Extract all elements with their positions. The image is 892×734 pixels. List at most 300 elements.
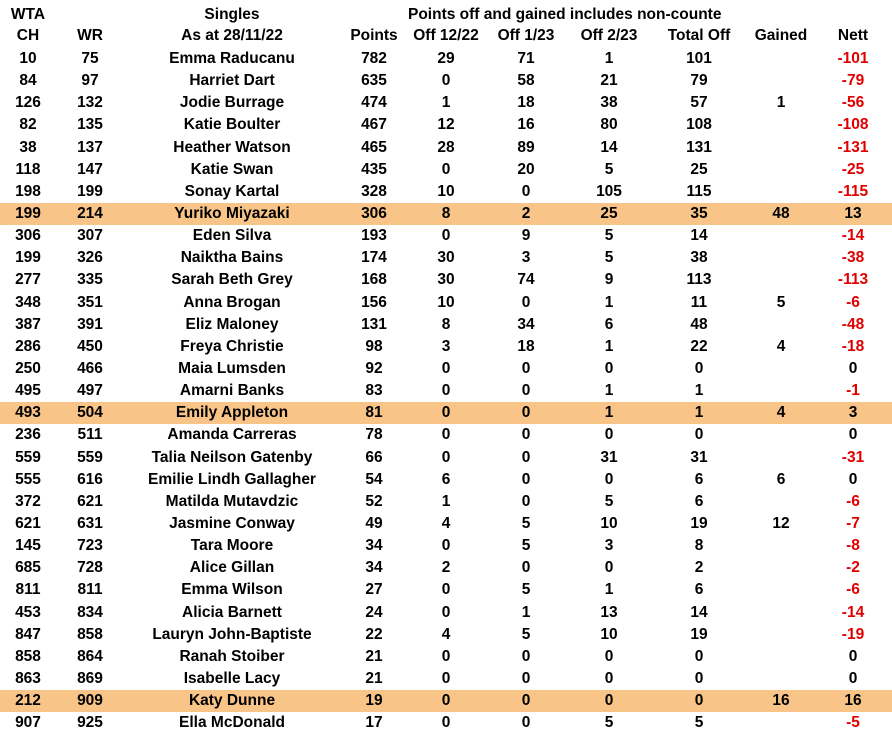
- gained-cell: [748, 712, 814, 734]
- ch-cell: 348: [15, 293, 41, 311]
- table-row: [0, 336, 892, 358]
- off-1-23-cell: 0: [521, 448, 531, 466]
- total-off-cell: 5: [694, 714, 704, 732]
- total-off-cell: 0: [694, 426, 704, 444]
- table-row: [0, 114, 892, 136]
- off-2-23-cell: 0: [604, 359, 614, 377]
- off-12-22-cell: 0: [441, 603, 451, 621]
- table-row: [0, 579, 892, 601]
- nett-cell: -115: [837, 182, 869, 200]
- player-name: Katie Boulter: [183, 116, 281, 134]
- wr-cell: 621: [77, 492, 103, 510]
- off-12-22-cell: 3: [441, 337, 451, 355]
- nett-cell: -6: [846, 581, 860, 599]
- ch-cell: 555: [15, 470, 41, 488]
- wr-cell: 559: [77, 448, 103, 466]
- off-1-23-cell: 5: [521, 514, 531, 532]
- off-1-23-cell: 0: [521, 559, 531, 577]
- off-12-22-cell: 28: [437, 138, 455, 156]
- off-12-22-cell: 0: [441, 160, 451, 178]
- wr-cell: 723: [77, 537, 103, 555]
- player-name: Talia Neilson Gatenby: [151, 448, 313, 466]
- off-2-23-header: Off 2/23: [580, 27, 638, 44]
- player-name: Tara Moore: [190, 537, 274, 555]
- off-12-22-cell: 0: [441, 72, 451, 90]
- points-cell: 52: [365, 492, 383, 510]
- points-cell: 474: [361, 94, 387, 112]
- ch-cell: 38: [19, 138, 37, 156]
- off-1-23-cell: 3: [521, 249, 531, 267]
- ch-header: CH: [16, 27, 40, 44]
- wr-cell: 307: [77, 227, 103, 245]
- off-1-23-cell: 0: [521, 692, 531, 710]
- ch-cell: 453: [15, 603, 41, 621]
- gained-cell: [748, 557, 814, 579]
- off-2-23-cell: 0: [604, 559, 614, 577]
- off-2-23-cell: 9: [604, 271, 614, 289]
- off-12-22-cell: 0: [441, 581, 451, 599]
- gained-cell: [748, 70, 814, 92]
- off-2-23-cell: 25: [600, 204, 618, 222]
- nett-cell: -14: [841, 603, 865, 621]
- off-12-22-cell: 29: [437, 50, 455, 67]
- ch-cell: 621: [15, 514, 41, 532]
- gained-cell: [748, 535, 814, 557]
- ch-cell: 250: [15, 359, 41, 377]
- table-row: [0, 225, 892, 247]
- wr-cell: 497: [77, 382, 103, 400]
- off-12-22-cell: 0: [441, 404, 451, 422]
- off-12-22-cell: 30: [437, 271, 455, 289]
- off-2-23-cell: 0: [604, 647, 614, 665]
- ch-cell: 199: [15, 204, 41, 222]
- off-1-23-cell: 5: [521, 581, 531, 599]
- table-row: [0, 535, 892, 557]
- off-2-23-cell: 5: [604, 492, 614, 510]
- points-cell: 131: [361, 315, 387, 333]
- off-12-22-cell: 0: [441, 714, 451, 732]
- off-12-22-cell: 0: [441, 692, 451, 710]
- table-row: [0, 269, 892, 291]
- ch-cell: 145: [15, 537, 41, 555]
- table-row: [0, 557, 892, 579]
- points-cell: 81: [365, 404, 383, 422]
- table-row: [0, 181, 892, 203]
- off-1-23-cell: 89: [517, 138, 535, 156]
- off-2-23-cell: 1: [604, 293, 614, 311]
- off-1-23-cell: 5: [521, 625, 531, 643]
- wr-cell: 351: [77, 293, 103, 311]
- player-name: Sonay Kartal: [184, 182, 280, 200]
- points-cell: 168: [361, 271, 387, 289]
- total-off-cell: 0: [694, 647, 704, 665]
- player-name: Emilie Lindh Gallagher: [148, 470, 316, 488]
- wr-cell: 450: [77, 337, 103, 355]
- table-row: [0, 380, 892, 402]
- off-1-23-cell: 16: [517, 116, 535, 134]
- off-1-23-cell: 74: [517, 271, 535, 289]
- gained-cell: [748, 646, 814, 668]
- off-2-23-cell: 6: [604, 315, 614, 333]
- off-2-23-cell: 10: [600, 625, 618, 643]
- rankings-table: [0, 48, 892, 734]
- points-cell: 92: [365, 359, 383, 377]
- gained-cell: [748, 624, 814, 646]
- wr-cell: 137: [77, 138, 103, 156]
- off-2-23-cell: 1: [604, 404, 614, 422]
- nett-cell: -48: [841, 315, 865, 333]
- off-2-23-cell: 1: [604, 50, 614, 67]
- points-cell: 635: [361, 72, 387, 90]
- off-1-23-cell: 20: [517, 160, 535, 178]
- points-cell: 98: [365, 337, 383, 355]
- off-12-22-cell: 0: [441, 227, 451, 245]
- gained-cell: [748, 48, 814, 70]
- nett-cell: 0: [848, 669, 858, 687]
- points-cell: 435: [361, 160, 387, 178]
- ch-cell: 858: [15, 647, 41, 665]
- table-row: [0, 447, 892, 469]
- ch-cell: 847: [15, 625, 41, 643]
- total-off-cell: 0: [694, 669, 704, 687]
- gained-cell: [748, 579, 814, 601]
- player-name: Emma Raducanu: [169, 50, 295, 67]
- points-cell: 21: [365, 647, 383, 665]
- player-name: Anna Brogan: [183, 293, 281, 311]
- off-1-23-cell: 0: [521, 404, 531, 422]
- gained-cell: [748, 159, 814, 181]
- table-row: [0, 602, 892, 624]
- table-row: [0, 358, 892, 380]
- off-12-22-cell: 1: [441, 492, 451, 510]
- off-12-22-cell: 10: [437, 182, 455, 200]
- off-2-23-cell: 1: [604, 337, 614, 355]
- wr-cell: 511: [77, 426, 103, 444]
- wr-cell: 869: [77, 669, 103, 687]
- off-2-23-cell: 21: [600, 72, 618, 90]
- singles-header: Singles: [204, 6, 260, 23]
- wr-cell: 75: [81, 50, 99, 67]
- gained-cell: 1: [776, 94, 786, 112]
- off-1-23-cell: 0: [521, 359, 531, 377]
- points-cell: 782: [361, 50, 387, 67]
- ch-cell: 277: [15, 271, 41, 289]
- off-12-22-cell: 6: [441, 470, 451, 488]
- player-name: Yuriko Miyazaki: [174, 204, 290, 222]
- nett-cell: -6: [846, 293, 860, 311]
- table-row: [0, 646, 892, 668]
- ch-cell: 387: [15, 315, 41, 333]
- wr-cell: 391: [77, 315, 103, 333]
- off-1-23-cell: 0: [521, 714, 531, 732]
- nett-cell: 0: [848, 426, 858, 444]
- total-off-cell: 11: [690, 293, 708, 311]
- wr-cell: 97: [81, 72, 99, 90]
- off-1-23-cell: 0: [521, 669, 531, 687]
- wr-cell: 834: [77, 603, 103, 621]
- off-2-23-cell: 38: [600, 94, 618, 112]
- gained-cell: [748, 114, 814, 136]
- gained-cell: [748, 424, 814, 446]
- wr-cell: 811: [77, 581, 103, 599]
- off-1-23-cell: 0: [521, 647, 531, 665]
- nett-cell: -101: [837, 50, 869, 67]
- total-off-cell: 1: [694, 404, 704, 422]
- ch-cell: 84: [19, 72, 37, 90]
- off-12-22-cell: 8: [441, 204, 451, 222]
- nett-cell: 0: [848, 647, 858, 665]
- gained-cell: 6: [776, 470, 786, 488]
- nett-cell: -25: [841, 160, 865, 178]
- player-name: Amarni Banks: [179, 382, 285, 400]
- nett-cell: -5: [846, 714, 860, 732]
- off-2-23-cell: 13: [600, 603, 618, 621]
- gained-header: Gained: [754, 27, 808, 44]
- ch-cell: 863: [15, 669, 41, 687]
- off-12-22-cell: 0: [441, 359, 451, 377]
- nett-cell: 3: [848, 404, 858, 422]
- points-cell: 156: [361, 293, 387, 311]
- gained-cell: [748, 269, 814, 291]
- table-row: [0, 92, 892, 114]
- off-12-22-cell: 30: [437, 249, 455, 267]
- off-1-23-cell: 2: [521, 204, 531, 222]
- off-2-23-cell: 5: [604, 227, 614, 245]
- wr-cell: 147: [77, 160, 103, 178]
- player-name: Matilda Mutavdzic: [165, 492, 299, 510]
- off-2-23-cell: 5: [604, 714, 614, 732]
- as-at-header: As at 28/11/22: [181, 27, 283, 44]
- off-12-22-cell: 8: [441, 315, 451, 333]
- off-2-23-cell: 1: [604, 382, 614, 400]
- gained-cell: [748, 314, 814, 336]
- nett-cell: 0: [848, 359, 858, 377]
- off-2-23-cell: 0: [604, 470, 614, 488]
- player-name: Ella McDonald: [179, 714, 285, 732]
- off-2-23-cell: 0: [604, 692, 614, 710]
- player-name: Sarah Beth Grey: [171, 271, 293, 289]
- off-12-22-cell: 0: [441, 448, 451, 466]
- player-name: Jasmine Conway: [169, 514, 295, 532]
- wr-cell: 199: [77, 182, 103, 200]
- points-cell: 19: [365, 692, 383, 710]
- ch-cell: 286: [15, 337, 41, 355]
- ch-cell: 811: [15, 581, 41, 599]
- wr-cell: 616: [77, 470, 103, 488]
- total-off-cell: 38: [690, 249, 708, 267]
- player-name: Emily Appleton: [175, 404, 289, 422]
- player-name: Alice Gillan: [189, 559, 275, 577]
- points-cell: 66: [365, 448, 383, 466]
- nett-cell: -113: [837, 271, 869, 289]
- off-12-22-cell: 2: [441, 559, 451, 577]
- off-1-23-cell: 9: [521, 227, 531, 245]
- gained-cell: [748, 358, 814, 380]
- off-1-23-cell: 1: [521, 603, 531, 621]
- off-1-23-cell: 5: [521, 537, 531, 555]
- wr-cell: 466: [77, 359, 103, 377]
- wta-header: WTA: [10, 6, 46, 23]
- ch-cell: 10: [19, 50, 37, 67]
- nett-cell: -108: [837, 116, 869, 134]
- table-row: [0, 624, 892, 646]
- table-row: [0, 203, 892, 225]
- player-name: Maia Lumsden: [178, 359, 286, 377]
- total-off-cell: 14: [690, 227, 708, 245]
- off-12-22-cell: 10: [437, 293, 455, 311]
- off-2-23-cell: 14: [600, 138, 618, 156]
- gained-cell: [748, 247, 814, 269]
- points-cell: 467: [361, 116, 387, 134]
- points-cell: 24: [365, 603, 383, 621]
- total-off-cell: 57: [690, 94, 708, 112]
- ch-cell: 495: [15, 382, 41, 400]
- off-1-23-cell: 0: [521, 182, 531, 200]
- points-cell: 328: [361, 182, 387, 200]
- nett-cell: -8: [846, 537, 860, 555]
- points-cell: 78: [365, 426, 383, 444]
- nett-cell: -7: [846, 514, 860, 532]
- total-off-cell: 1: [694, 382, 704, 400]
- off-1-23-cell: 71: [517, 50, 535, 67]
- off-12-22-cell: 12: [437, 116, 455, 134]
- wr-cell: 864: [77, 647, 103, 665]
- nett-cell: -79: [841, 72, 865, 90]
- player-name: Heather Watson: [173, 138, 291, 156]
- gained-cell: [748, 225, 814, 247]
- player-name: Isabelle Lacy: [183, 669, 281, 687]
- table-row: [0, 70, 892, 92]
- total-off-cell: 35: [690, 204, 708, 222]
- off-12-22-cell: 0: [441, 669, 451, 687]
- nett-cell: -131: [837, 138, 869, 156]
- wr-cell: 925: [77, 714, 103, 732]
- table-row: [0, 469, 892, 491]
- table-row: [0, 402, 892, 424]
- points-cell: 465: [361, 138, 387, 156]
- header-row-2: [0, 25, 892, 47]
- nett-cell: 0: [848, 470, 858, 488]
- off-2-23-cell: 0: [604, 669, 614, 687]
- wr-cell: 909: [77, 692, 103, 710]
- total-off-cell: 2: [694, 559, 704, 577]
- ch-cell: 199: [15, 249, 41, 267]
- total-off-header: Total Off: [667, 27, 731, 44]
- table-row: [0, 712, 892, 734]
- points-header: Points: [350, 27, 398, 44]
- off-2-23-cell: 10: [600, 514, 618, 532]
- off-1-23-cell: 18: [517, 94, 535, 112]
- off-1-23-cell: 0: [521, 293, 531, 311]
- table-row: [0, 48, 892, 70]
- nett-cell: -18: [841, 337, 865, 355]
- total-off-cell: 6: [694, 581, 704, 599]
- gained-cell: 16: [772, 692, 790, 710]
- total-off-cell: 131: [686, 138, 712, 156]
- table-row: [0, 137, 892, 159]
- off-12-22-cell: 4: [441, 514, 451, 532]
- table-row: [0, 690, 892, 712]
- wr-cell: 631: [77, 514, 103, 532]
- player-name: Freya Christie: [180, 337, 284, 355]
- total-off-cell: 115: [686, 182, 712, 200]
- wr-cell: 728: [77, 559, 103, 577]
- total-off-cell: 14: [690, 603, 708, 621]
- gained-cell: [748, 380, 814, 402]
- off-1-23-cell: 0: [521, 492, 531, 510]
- player-name: Eliz Maloney: [185, 315, 279, 333]
- total-off-cell: 113: [686, 271, 712, 289]
- total-off-cell: 8: [694, 537, 704, 555]
- table-row: [0, 292, 892, 314]
- player-name: Katie Swan: [190, 160, 274, 178]
- wr-cell: 132: [77, 94, 103, 112]
- total-off-cell: 108: [686, 116, 712, 134]
- gained-cell: [748, 181, 814, 203]
- off-2-23-cell: 5: [604, 249, 614, 267]
- ch-cell: 372: [15, 492, 41, 510]
- points-cell: 306: [361, 204, 387, 222]
- off-2-23-cell: 105: [596, 182, 622, 200]
- off-1-23-cell: 0: [521, 470, 531, 488]
- nett-cell: 16: [844, 692, 862, 710]
- points-cell: 21: [365, 669, 383, 687]
- nett-cell: -31: [841, 448, 865, 466]
- off-12-22-cell: 4: [441, 625, 451, 643]
- player-name: Katy Dunne: [188, 692, 276, 710]
- table-row: [0, 491, 892, 513]
- total-off-cell: 19: [690, 514, 708, 532]
- off-2-23-cell: 80: [600, 116, 618, 134]
- player-name: Emma Wilson: [181, 581, 283, 599]
- note-header: Points off and gained includes non-counte: [408, 6, 722, 23]
- ch-cell: 236: [15, 426, 41, 444]
- points-cell: 22: [365, 625, 383, 643]
- nett-cell: -38: [841, 249, 865, 267]
- nett-cell: 13: [844, 204, 862, 222]
- ch-cell: 493: [15, 404, 41, 422]
- points-cell: 174: [361, 249, 387, 267]
- off-12-22-cell: 1: [441, 94, 451, 112]
- total-off-cell: 19: [690, 625, 708, 643]
- gained-cell: [748, 137, 814, 159]
- wr-cell: 326: [77, 249, 103, 267]
- total-off-cell: 6: [694, 492, 704, 510]
- gained-cell: 4: [776, 337, 786, 355]
- off-12-22-cell: 0: [441, 537, 451, 555]
- ch-cell: 198: [15, 182, 41, 200]
- gained-cell: 48: [772, 204, 790, 222]
- table-row: [0, 424, 892, 446]
- nett-cell: -6: [846, 492, 860, 510]
- table-row: [0, 159, 892, 181]
- off-1-23-cell: 58: [517, 72, 535, 90]
- table-row: [0, 668, 892, 690]
- ch-cell: 82: [19, 116, 37, 134]
- table-row: [0, 247, 892, 269]
- off-12-22-cell: 0: [441, 647, 451, 665]
- points-cell: 17: [365, 714, 383, 732]
- total-off-cell: 0: [694, 359, 704, 377]
- points-cell: 49: [365, 514, 383, 532]
- player-name: Jodie Burrage: [179, 94, 285, 112]
- points-cell: 193: [361, 227, 387, 245]
- player-name: Ranah Stoiber: [179, 647, 285, 665]
- nett-cell: -14: [841, 227, 865, 245]
- off-2-23-cell: 1: [604, 581, 614, 599]
- points-cell: 83: [365, 382, 383, 400]
- total-off-cell: 31: [690, 448, 708, 466]
